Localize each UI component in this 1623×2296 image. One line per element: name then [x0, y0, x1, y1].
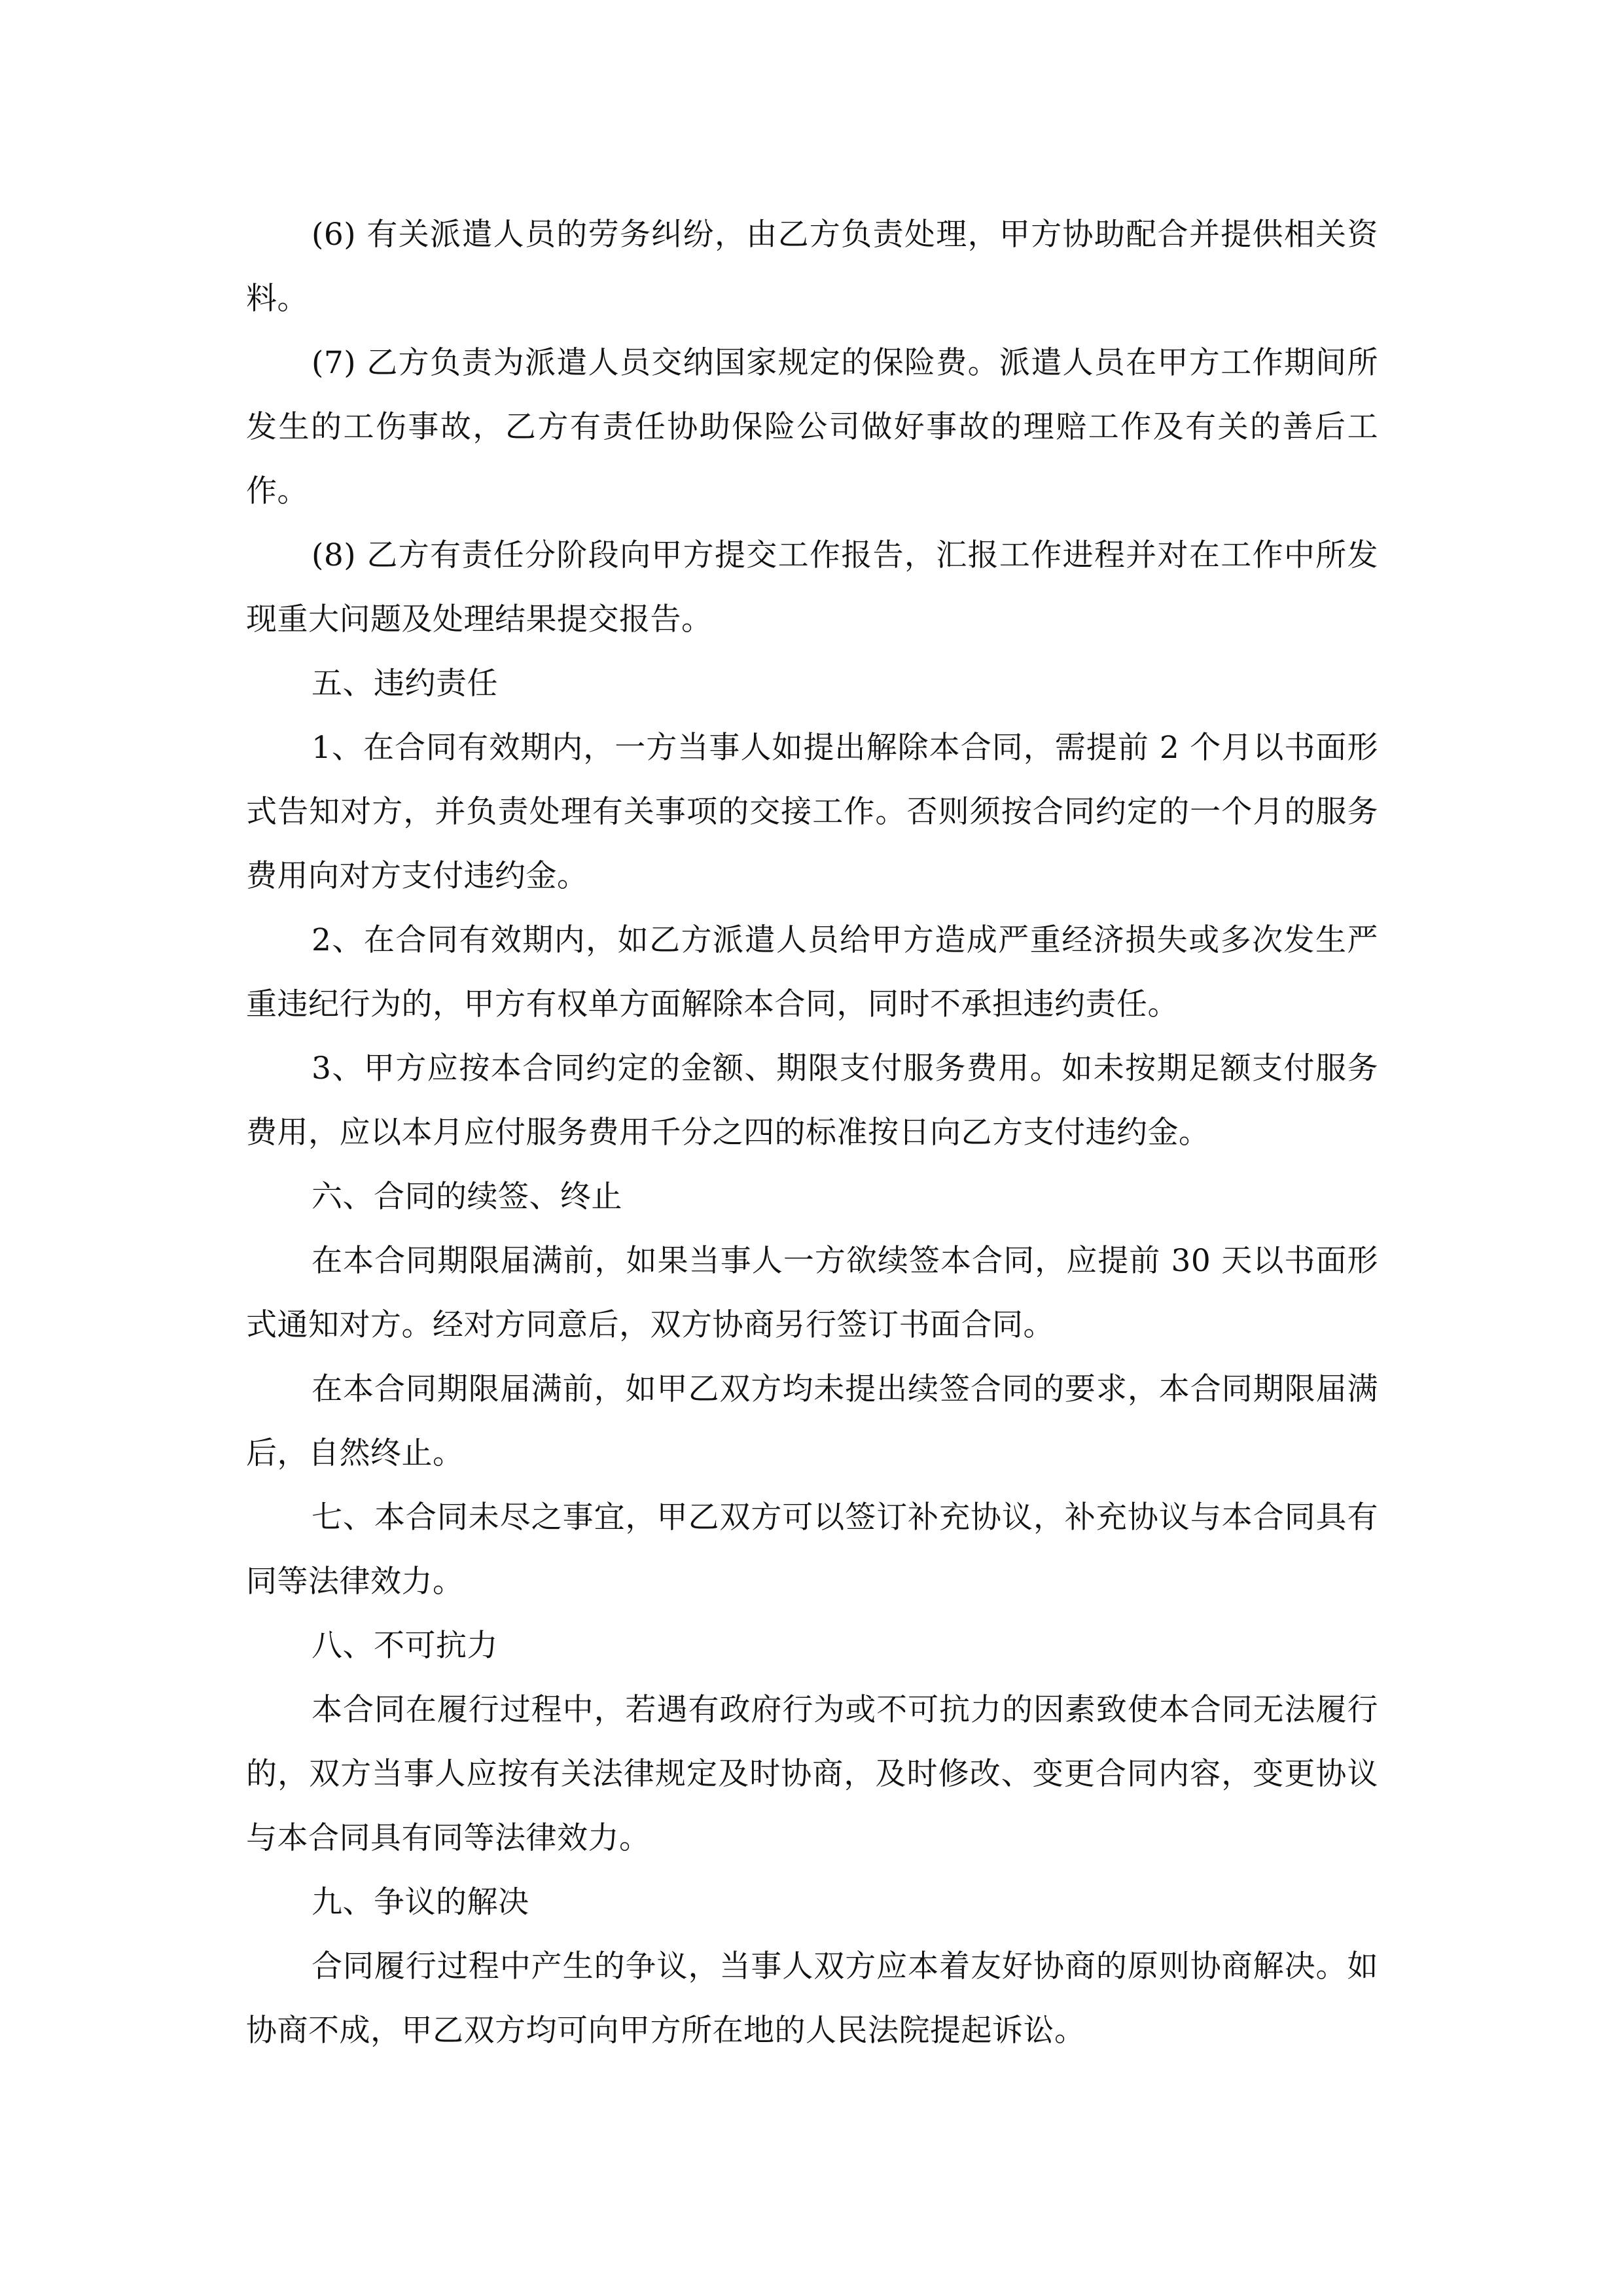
breach-item-1: 1、在合同有效期内，一方当事人如提出解除本合同，需提前 2 个月以书面形式告知对方，并负责处理有关事项的交接工作。否则须按合同约定的一个月的服务费用向对方支付违约金。: [246, 730, 1378, 894]
clause-8-work-reports: (8) 乙方有责任分阶段向甲方提交工作报告，汇报工作进程并对在工作中所发现重大问题及处理结果提交报告。: [246, 537, 1378, 637]
section-heading-dispute-resolution: 九、争议的解决: [312, 1884, 529, 1920]
section-heading-renewal-termination: 六、合同的续签、终止: [312, 1179, 622, 1215]
termination-paragraph: 在本合同期限届满前，如甲乙双方均未提出续签合同的要求，本合同期限届满后，自然终止。: [246, 1371, 1378, 1471]
clause-7-insurance: (7) 乙方负责为派遣人员交纳国家规定的保险费。派遣人员在甲方工作期间所发生的工伤事故，乙方有责任协助保险公司做好事故的理赔工作及有关的善后工作。: [246, 345, 1378, 509]
document-body: [246, 203, 1378, 2063]
breach-item-2: 2、在合同有效期内，如乙方派遣人员给甲方造成严重经济损失或多次发生严重违纪行为的，甲方有权单方面解除本合同，同时不承担违约责任。: [246, 922, 1378, 1022]
clause-6-labor-disputes: (6) 有关派遣人员的劳务纠纷，由乙方负责处理，甲方协助配合并提供相关资料。: [246, 217, 1378, 317]
force-majeure-paragraph: 本合同在履行过程中，若遇有政府行为或不可抗力的因素致使本合同无法履行的，双方当事人应按有关法律规定及时协商，及时修改、变更合同内容，变更协议与本合同具有同等法律效力。: [246, 1692, 1378, 1856]
section-supplementary-agreement: 七、本合同未尽之事宜，甲乙双方可以签订补充协议，补充协议与本合同具有同等法律效力。: [246, 1499, 1378, 1600]
dispute-resolution-paragraph: 合同履行过程中产生的争议，当事人双方应本着友好协商的原则协商解决。如协商不成，甲乙双方均可向甲方所在地的人民法院提起诉讼。: [246, 1948, 1378, 2049]
renewal-paragraph: 在本合同期限届满前，如果当事人一方欲续签本合同，应提前 30 天以书面形式通知对方。经对方同意后，双方协商另行签订书面合同。: [246, 1243, 1378, 1343]
section-heading-breach-liability: 五、违约责任: [312, 666, 498, 702]
breach-item-3: 3、甲方应按本合同约定的金额、期限支付服务费用。如未按期足额支付服务费用，应以本月应付服务费用千分之四的标准按日向乙方支付违约金。: [246, 1050, 1378, 1151]
section-heading-force-majeure: 八、不可抗力: [312, 1628, 498, 1664]
